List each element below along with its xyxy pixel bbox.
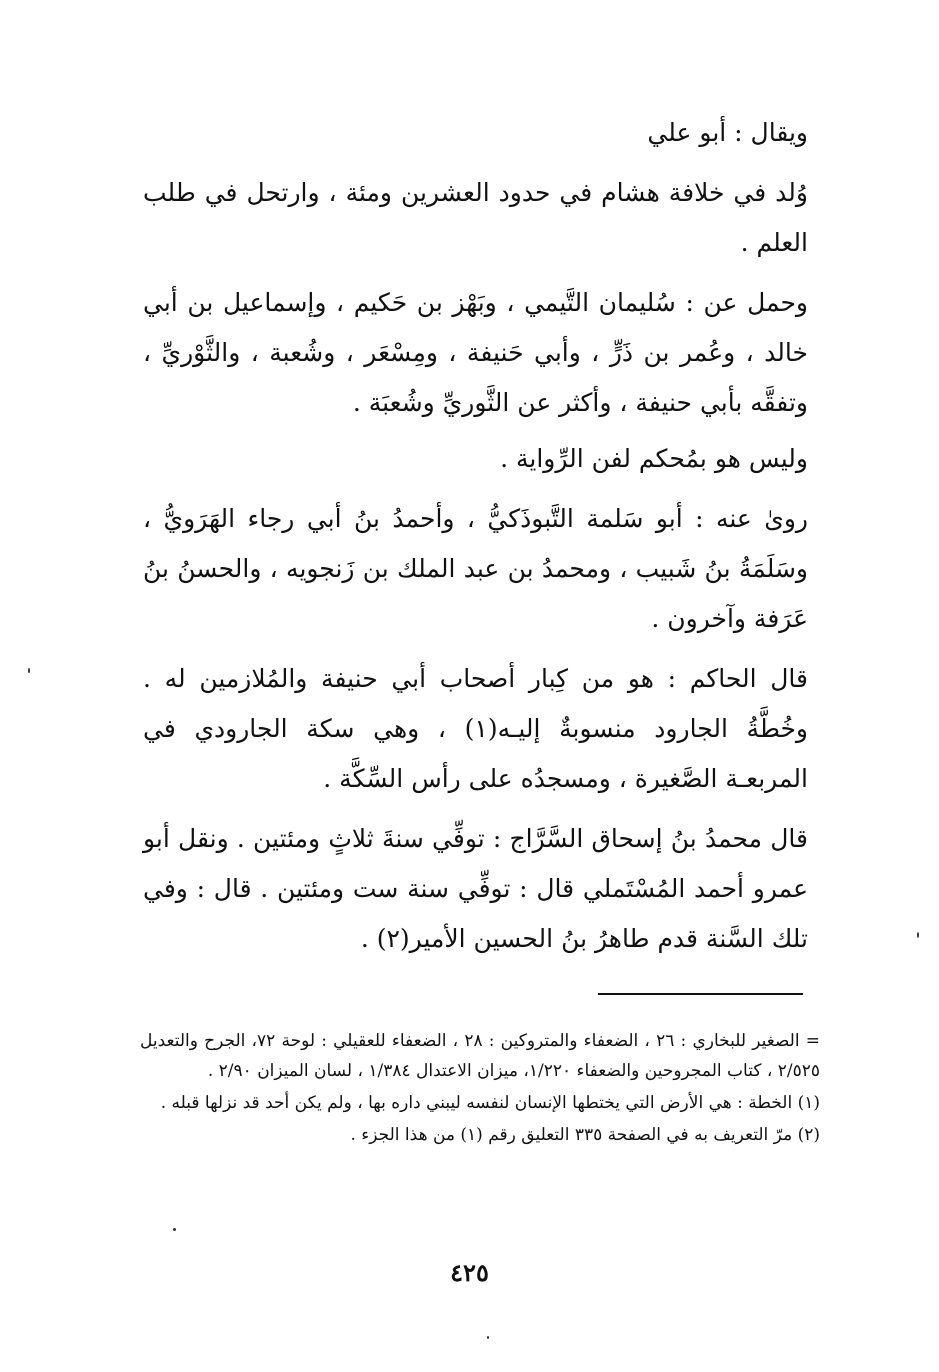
paragraph-kunya: ويقال : أبو علي	[647, 118, 808, 147]
footnote-1: (١) الخطة : هي الأرض التي يختطها الإنسان لنفسه ليبني داره بها ، ولم يكن أحد قد نزلها قبله .	[160, 1093, 820, 1113]
footnote-continued: = الصغير للبخاري : ٢٦ ، الضعفاء والمتروكين : ٢٨ ، الضعفاء للعقيلي : لوحة ٧٢، الجرح والتعديل ٢/٥٢٥ ، كتاب المجروحين والضعفاء ١/٢٢٠، ميزان الاعتدال ١/٣٨٤ ، لسان الميزان ٢/٩٠ .	[140, 1031, 820, 1081]
paragraph-birth: وُلد في خلافة هشام في حدود العشرين ومئة ، وارتحل في طلب العلم .	[143, 178, 808, 257]
footnote-separator	[598, 993, 803, 995]
footnotes	[140, 1026, 820, 1150]
paragraph-death: قال محمدُ بنُ إسحاق السَّرَّاج : توفِّي سنةَ ثلاثٍ ومئتين . ونقل أبو عمرو أحمد المُسْتَملي قال : توفِّي سنة ست ومئتين . قال : وفي تلك السَّنة قدم طاهرُ بنُ الحسين الأمير(٢) .	[143, 824, 808, 953]
page-number: ٤٢٥	[450, 1258, 489, 1287]
scan-speck	[917, 932, 919, 938]
paragraph-teachers: وحمل عن : سُليمان التَّيمي ، وبَهْز بن حَكيم ، وإسماعيل بن أبي خالد ، وعُمر بن ذَرٍّ ، وأبي حَنيفة ، ومِسْعَر ، وشُعبة ، والثَّوْريِّ ، وتفقَّه بأبي حنيفة ، وأكثر عن الثَّوريِّ وشُعبَة .	[143, 288, 808, 417]
paragraph-assessment: وليس هو بمُحكم لفن الرِّواية .	[500, 444, 808, 473]
footnote-2: (٢) مرّ التعريف به في الصفحة ٣٣٥ التعليق رقم (١) من هذا الجزء .	[350, 1125, 820, 1145]
scan-speck	[28, 668, 30, 673]
paragraph-hakim: قال الحاكم : هو من كِبار أصحاب أبي حنيفة والمُلازمين له . وخُطَّةُ الجارود منسوبةٌ إليـه(١) ، وهي سكة الجارودي في المربعـة الصَّغيرة ، ومسجدُه على رأس السِّكَّة .	[143, 664, 808, 793]
scan-speck	[173, 1228, 176, 1231]
scan-speck	[487, 1336, 489, 1339]
paragraph-students: روىٰ عنه : أبو سَلمة التَّبوذَكيُّ ، وأحمدُ بنُ أبي رجاء الهَرَويُّ ، وسَلَمَةُ بنُ شَبيب ، ومحمدُ بن عبد الملك بن زَنجويه ، والحسنُ بنُ عَرَفة وآخرون .	[143, 504, 808, 633]
main-text	[143, 108, 808, 964]
